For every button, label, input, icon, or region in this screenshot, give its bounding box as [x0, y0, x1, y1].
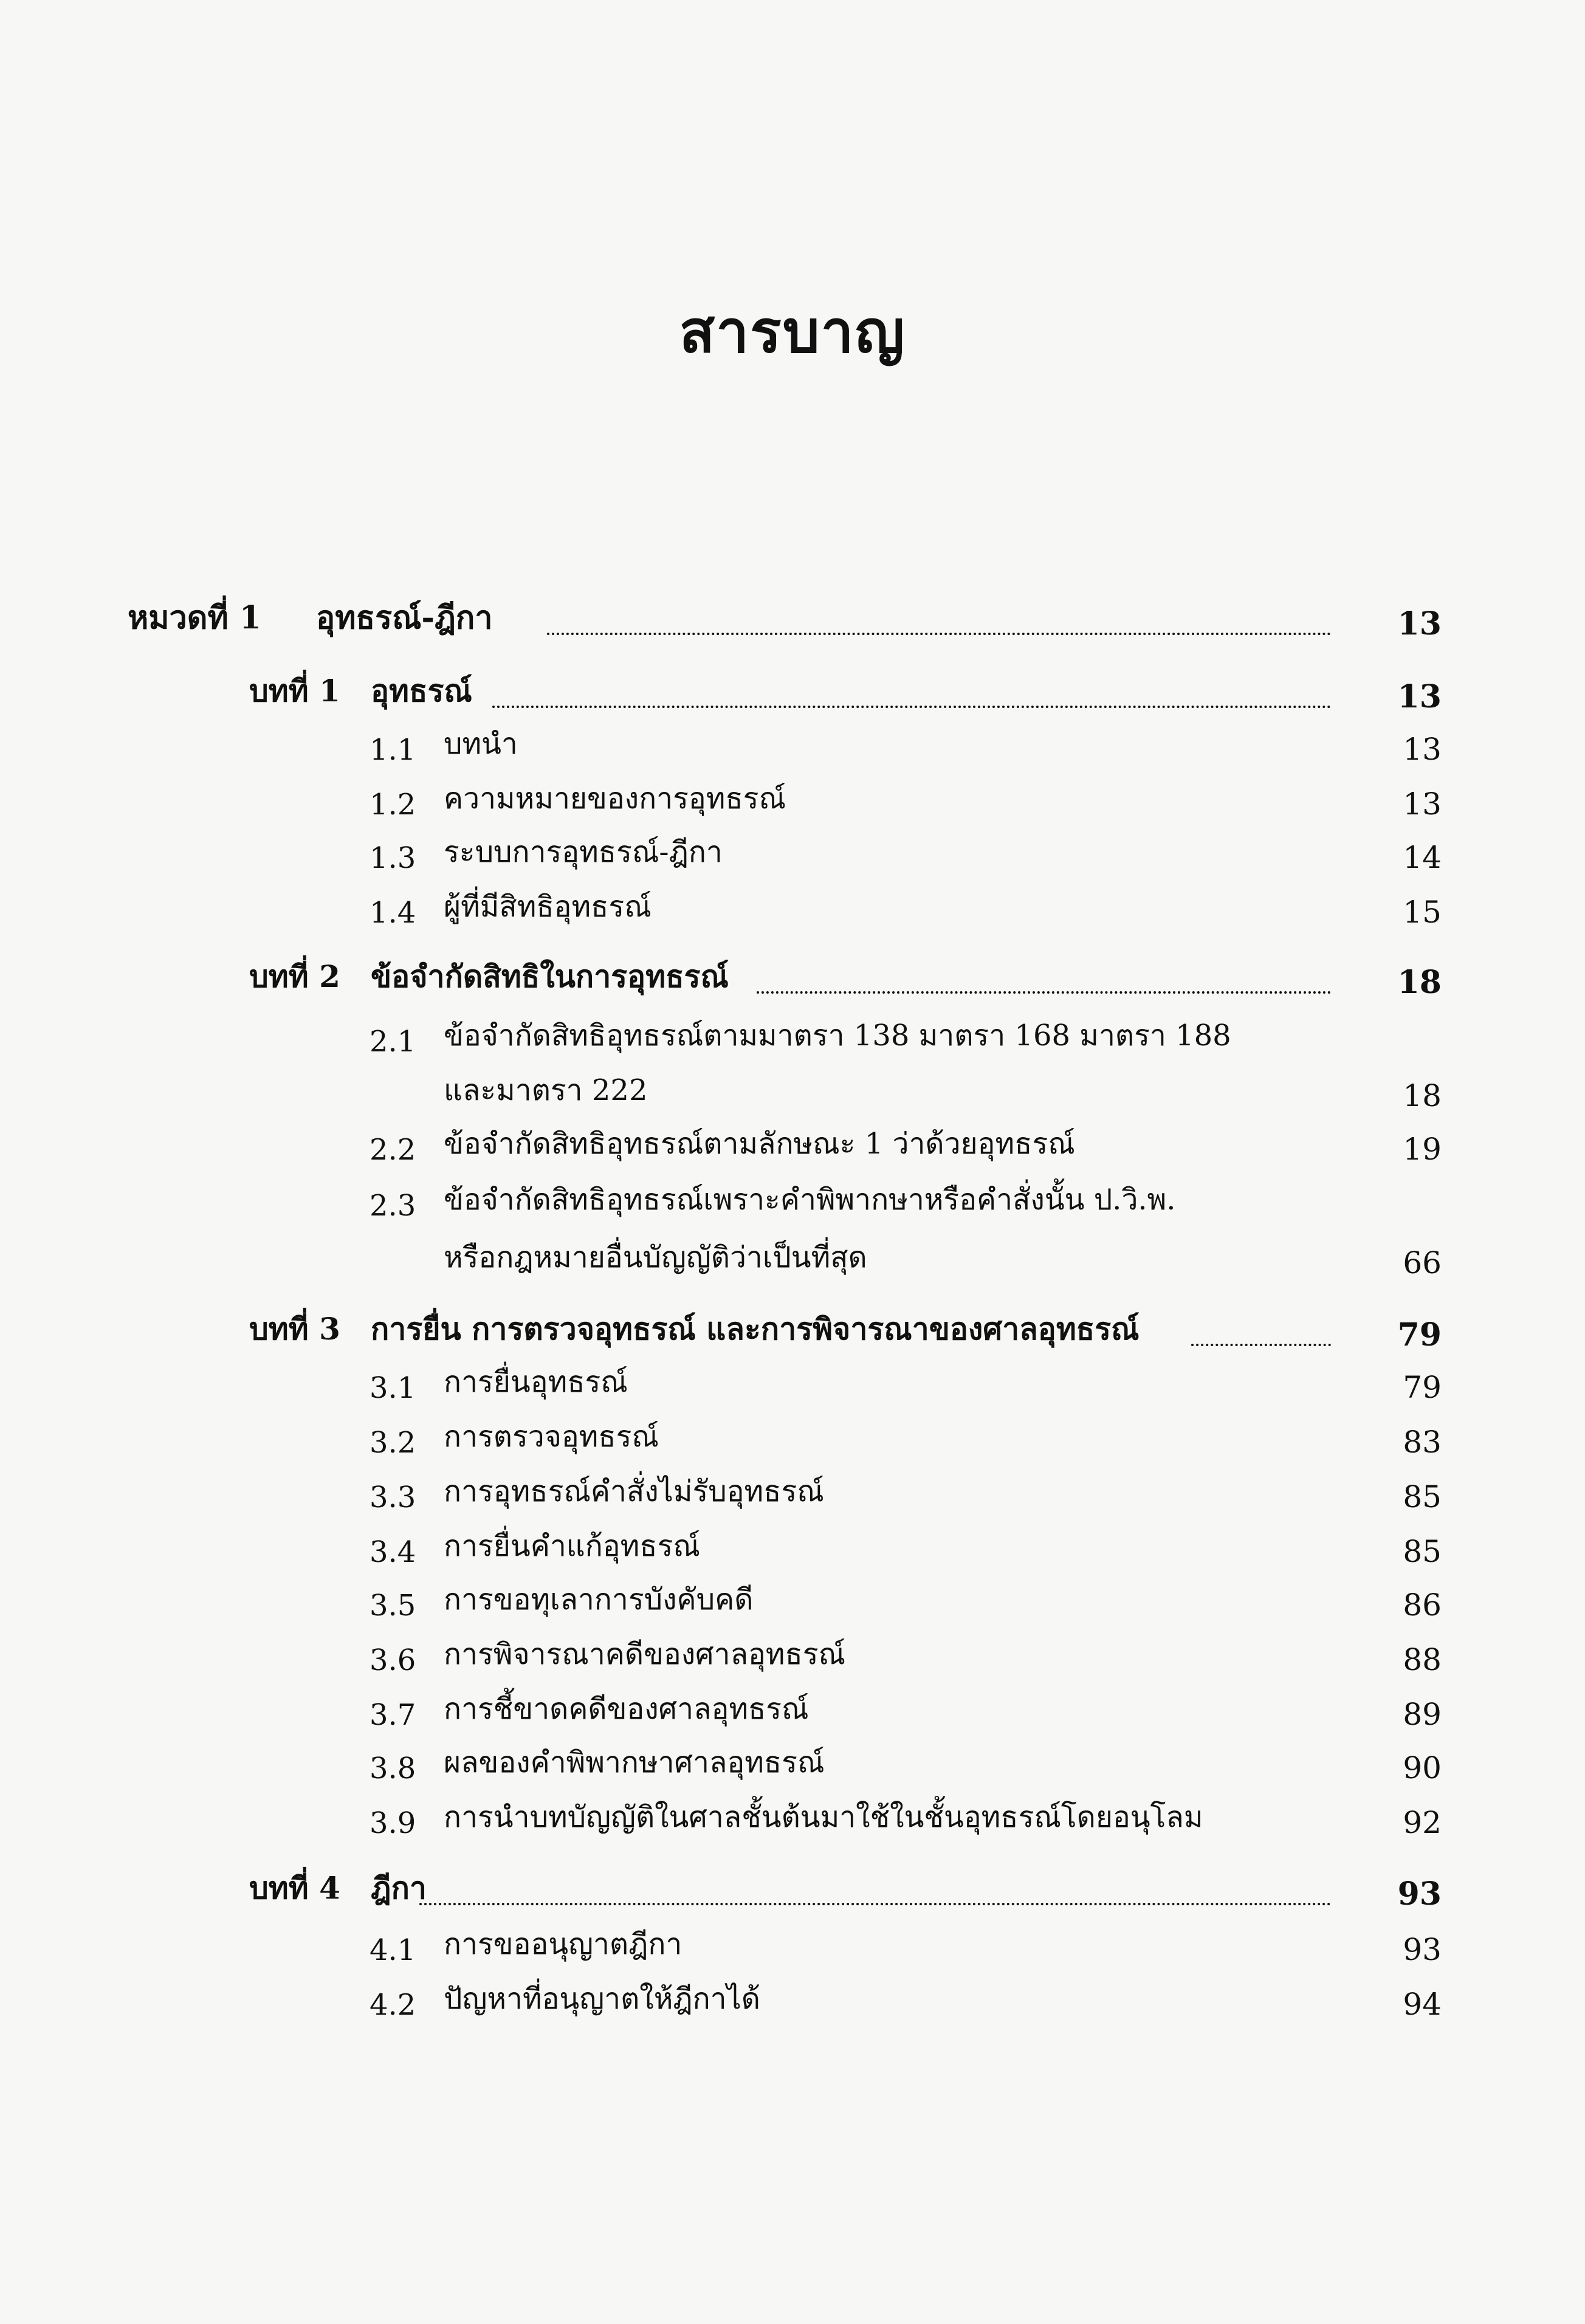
page-number: 94: [1403, 1987, 1442, 2022]
dot-leader: [492, 706, 1331, 708]
toc-chapter-row: [0, 673, 1585, 720]
section-number: 3.8: [370, 1752, 416, 1786]
section-title: การขอทุเลาการบังคับคดี: [444, 1583, 754, 1617]
section-number: 3.1: [370, 1371, 416, 1405]
page-number: 79: [1403, 1370, 1442, 1405]
page-number: 85: [1403, 1479, 1442, 1514]
dot-leader: [1191, 1344, 1331, 1346]
chapter-title: อุทธรณ์: [371, 673, 472, 709]
page-number: 13: [1403, 786, 1442, 822]
section-number: 1.4: [370, 896, 416, 930]
toc-section-row: [0, 729, 1585, 772]
toc-section-row: [0, 1745, 1585, 1790]
section-number: 4.2: [370, 1988, 416, 2022]
chapter-label: บทที่ 2: [249, 958, 340, 994]
part-title: อุทธรณ์-ฎีกา: [316, 599, 493, 636]
chapter-title: ข้อจำกัดสิทธิในการอุทธรณ์: [371, 958, 729, 994]
toc-section-row: [0, 1800, 1585, 1845]
section-title: บทนำ: [444, 727, 518, 761]
page-number: 13: [1397, 605, 1442, 642]
section-number: 1.1: [370, 733, 416, 767]
toc-section-row: [0, 1129, 1585, 1172]
section-title: การยื่นอุทธรณ์: [444, 1365, 628, 1399]
chapter-label: บทที่ 3: [249, 1311, 340, 1347]
section-number: 3.9: [370, 1806, 416, 1840]
toc-section-row: [0, 1637, 1585, 1682]
section-title: ข้อจำกัดสิทธิอุทธรณ์ตามลักษณะ 1 ว่าด้วยอุทธรณ์: [444, 1127, 1075, 1161]
page-number: 15: [1403, 895, 1442, 930]
toc-section-row: [0, 1529, 1585, 1574]
chapter-title: ฎีกา: [371, 1870, 427, 1906]
section-title-line2: หรือกฎหมายอื่นบัญญัติว่าเป็นที่สุด: [444, 1240, 867, 1274]
section-title: ปัญหาที่อนุญาตให้ฎีกาได้: [444, 1982, 760, 2016]
part-label: หมวดที่ 1: [128, 599, 262, 636]
section-title-line2: และมาตรา 222: [444, 1073, 648, 1107]
page-number: 83: [1403, 1425, 1442, 1460]
section-number: 3.4: [370, 1535, 416, 1569]
toc-section-row: [0, 1185, 1585, 1228]
section-title: ระบบการอุทธรณ์-ฎีกา: [444, 835, 723, 869]
page-number: 14: [1403, 840, 1442, 875]
toc-section-row: [0, 1984, 1585, 2027]
section-title: การชี้ขาดคดีของศาลอุทธรณ์: [444, 1692, 809, 1726]
page-number: 89: [1403, 1697, 1442, 1732]
section-number: 3.2: [370, 1426, 416, 1460]
section-title: การยื่นคำแก้อุทธรณ์: [444, 1529, 700, 1563]
page-number: 18: [1403, 1078, 1442, 1113]
section-number: 2.3: [370, 1189, 416, 1223]
section-title: การอุทธรณ์คำสั่งไม่รับอุทธรณ์: [444, 1474, 824, 1508]
section-title: การขออนุญาตฎีกา: [444, 1927, 682, 1961]
section-title: ข้อจำกัดสิทธิอุทธรณ์ตามมาตรา 138 มาตรา 168 มาตรา 188: [444, 1019, 1231, 1053]
section-title: การพิจารณาคดีของศาลอุทธรณ์: [444, 1637, 846, 1671]
toc-part-row: [0, 599, 1585, 647]
section-number: 4.1: [370, 1933, 416, 1967]
toc-chapter-row: [0, 1311, 1585, 1358]
page-number: 90: [1403, 1750, 1442, 1786]
section-title: การนำบทบัญญัติในศาลชั้นต้นมาใช้ในชั้นอุทธรณ์โดยอนุโลม: [444, 1800, 1203, 1834]
page-number: 85: [1403, 1534, 1442, 1569]
dot-leader: [419, 1903, 1331, 1905]
chapter-label: บทที่ 4: [249, 1870, 340, 1906]
toc-section-row: [0, 1585, 1585, 1628]
page-number: 93: [1397, 1875, 1442, 1913]
page-number: 13: [1397, 678, 1442, 715]
section-number: 3.3: [370, 1480, 416, 1514]
toc-chapter-row: [0, 958, 1585, 1006]
page-number: 86: [1403, 1587, 1442, 1623]
toc-section-row: [0, 1927, 1585, 1972]
toc-section-row: [0, 1694, 1585, 1737]
toc-section-row: [0, 1021, 1585, 1064]
section-title: การตรวจอุทธรณ์: [444, 1420, 659, 1454]
toc-section-continuation: [0, 1073, 1585, 1118]
page-number: 93: [1403, 1932, 1442, 1967]
page-number: 79: [1397, 1316, 1442, 1353]
section-number: 2.2: [370, 1133, 416, 1167]
toc-section-row: [0, 1474, 1585, 1519]
page-number: 19: [1403, 1132, 1442, 1167]
section-number: 2.1: [370, 1025, 416, 1059]
chapter-title: การยื่น การตรวจอุทธรณ์ และการพิจารณาของศาลอุทธรณ์: [371, 1311, 1140, 1347]
toc-section-row: [0, 837, 1585, 880]
page-number: 18: [1397, 964, 1442, 1001]
section-number: 3.5: [370, 1589, 416, 1623]
section-number: 3.7: [370, 1698, 416, 1732]
toc-chapter-row: [0, 1870, 1585, 1917]
toc-section-row: [0, 1367, 1585, 1410]
section-number: 1.3: [370, 841, 416, 875]
dot-leader: [757, 991, 1331, 994]
toc-section-row: [0, 784, 1585, 827]
page-number: 92: [1403, 1805, 1442, 1840]
toc-section-row: [0, 1422, 1585, 1465]
toc-section-continuation: [0, 1240, 1585, 1285]
page-number: 66: [1403, 1245, 1442, 1281]
section-title: ความหมายของการอุทธรณ์: [444, 782, 786, 816]
section-number: 3.6: [370, 1643, 416, 1677]
page-title: สารบาญ: [679, 297, 906, 366]
dot-leader: [547, 633, 1331, 635]
section-title: ผู้ที่มีสิทธิอุทธรณ์: [444, 890, 652, 924]
page-number: 88: [1403, 1642, 1442, 1677]
chapter-label: บทที่ 1: [249, 673, 340, 709]
section-title: ข้อจำกัดสิทธิอุทธรณ์เพราะคำพิพากษาหรือคำสั่งนั้น ป.วิ.พ.: [444, 1183, 1176, 1217]
toc-section-row: [0, 892, 1585, 935]
page-number: 13: [1403, 732, 1442, 767]
section-title: ผลของคำพิพากษาศาลอุทธรณ์: [444, 1745, 825, 1779]
section-number: 1.2: [370, 788, 416, 822]
